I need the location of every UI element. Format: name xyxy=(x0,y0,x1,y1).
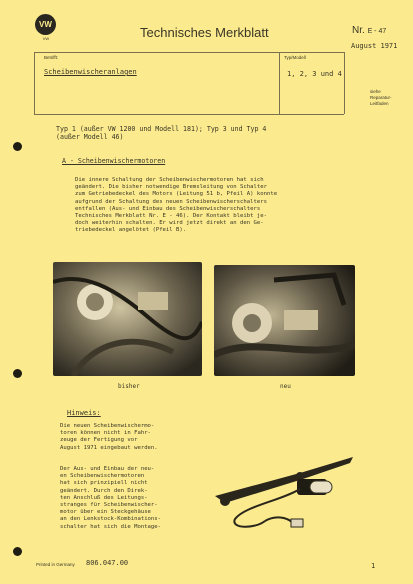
photo-neu xyxy=(214,265,355,376)
wiper-motor-photo xyxy=(205,451,355,533)
vw-logo: VW xyxy=(35,14,56,35)
second-paragraph: Der Aus- und Einbau der neu- en Scheibenwischermotoren hat sich prinzipiell nicht geändert. Durch den Direk- ten Anschluß des Leitungs- stranges für Scheibenwischer- motor über ein Steckgehäuse an den Lenkstock-Kombinations- schalter hat sich die Montage- xyxy=(60,466,162,530)
photo-bisher xyxy=(53,262,202,376)
main-paragraph: Die innere Schaltung der Scheibenwischermotoren hat sich geändert. Die bisher notwendige Bremsleitung von Schalter zum Getriebedeckel des Motors (Leitung 51 b, Pfeil A) konnte aufgrund der Schaltung des neuen Scheibenwischerschalters entfallen (Aus- und Einbau des Scheibenwischerschalters Technisches Merkblatt Nr. E - 46). Der Kontakt bleibt je- doch weiterhin schalten. Er wird jetzt direkt an den Ge- triebedeckel angelötet (Pfeil B). xyxy=(75,177,278,234)
caption-bisher: bisher xyxy=(118,383,140,390)
document-date: August 1971 xyxy=(351,42,398,50)
form-right-line xyxy=(344,52,345,114)
nr-label: Nr. xyxy=(352,25,365,36)
typ-value: 1, 2, 3 und 4 xyxy=(287,70,342,78)
type-heading: Typ 1 (außer VW 1200 und Modell 181); Typ 3 und Typ 4 (außer Modell 46) xyxy=(56,125,267,141)
hinweis-title: Hinweis: xyxy=(67,409,101,417)
side-note: siehe Reparatur- Leitfaden xyxy=(370,89,392,106)
hinweis-text: Die neuen Scheibenwischermo- toren können nicht in Fahr- zeuge der Fertigung vor August 1971 eingebaut werden. xyxy=(60,423,158,451)
betreff-value: Scheibenwischeranlagen xyxy=(44,68,137,76)
document-number xyxy=(352,25,386,36)
betreff-label: Betrifft: xyxy=(44,55,59,60)
punch-hole-bottom xyxy=(13,547,22,556)
form-left-line xyxy=(34,52,35,114)
vw-brand-text: VW xyxy=(42,36,50,41)
punch-hole-middle xyxy=(13,369,22,378)
document-code: 806.047.00 xyxy=(86,559,129,567)
page-title: Technisches Merkblatt xyxy=(140,25,269,40)
section-title: A - Scheibenwischermotoren xyxy=(62,157,166,165)
punch-hole-top xyxy=(13,142,22,151)
form-divider-line xyxy=(279,52,280,114)
page-number: 1 xyxy=(371,562,376,570)
form-bottom-line xyxy=(34,114,344,115)
caption-neu: neu xyxy=(280,383,291,390)
typ-label: Typ/Modell xyxy=(284,55,306,60)
nr-value: E - 47 xyxy=(367,28,387,35)
form-top-line xyxy=(34,52,344,53)
printed-note: Printed in Germany xyxy=(36,562,75,567)
